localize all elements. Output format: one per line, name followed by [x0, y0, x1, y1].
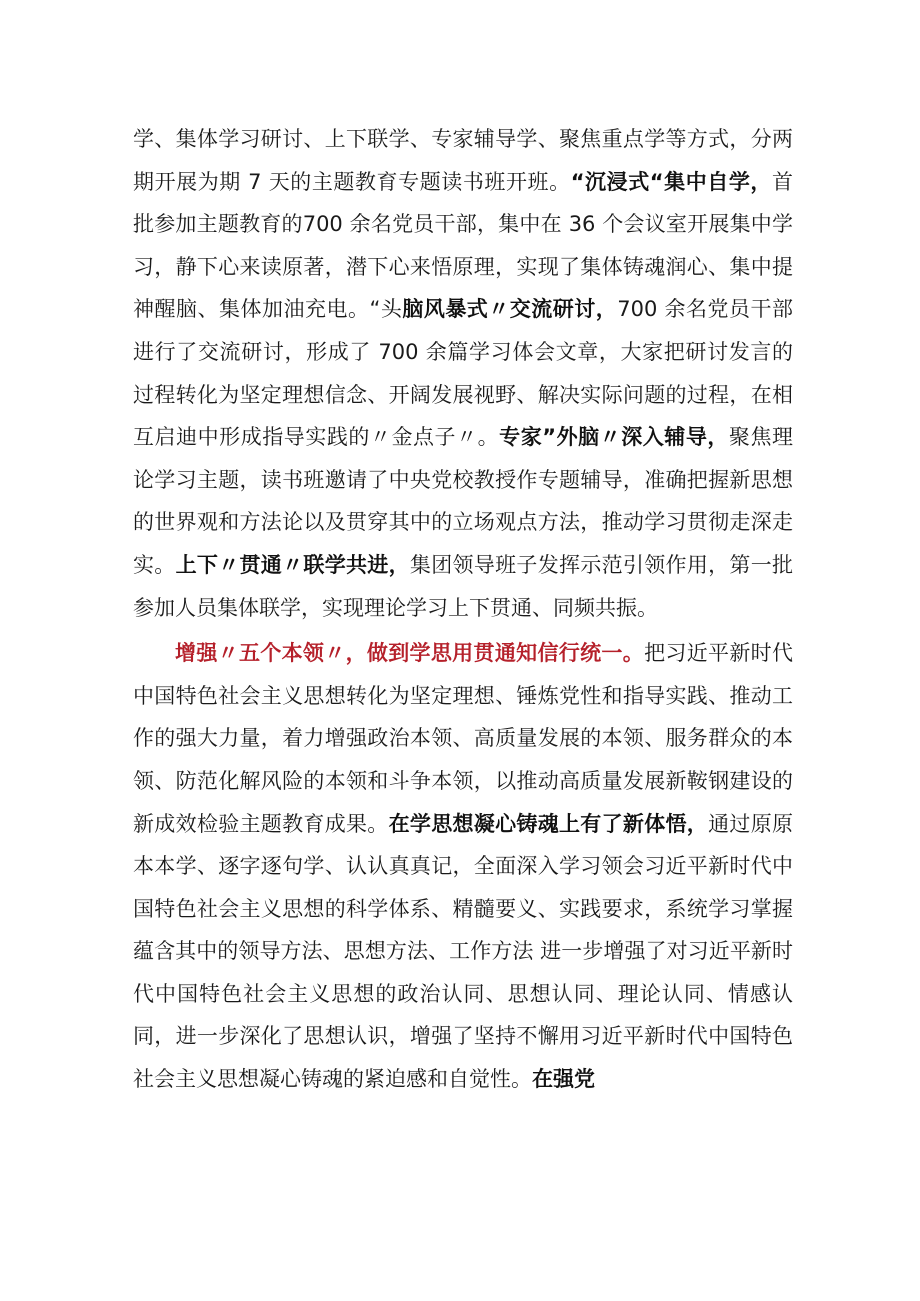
- text-run: 首批参加主题教育的700 余名党员干部，集中在 36 个会议室开展集中学习，静下心来读原著，潜下心来悟原理，实现了集体铸魂润心、集中提神醒脑、集体加油充电。: [133, 169, 793, 322]
- document-body: [133, 118, 793, 1101]
- text-run: 集团领导班子发挥示范引领作用，第一批参加人员集体联学，实现理论学习上下贯通、同频共振。: [133, 552, 794, 620]
- bold-heading-immersive-study: “沉浸式“集中自学，: [570, 169, 772, 194]
- paragraph-reading-class: [133, 118, 793, 629]
- text-run: “头: [369, 297, 403, 322]
- bold-heading-joint-study: 上下〃贯通〃联学共进，: [175, 552, 410, 577]
- text-run: 700 余名党员干部进行了交流研讨，形成了 700 余篇学习体会文章，大家把研讨发言的过程转化为坚定理想信念、开阔发展视野、解决实际问题的过程，在相互启迪中形成指导实践的〃金点子〃。: [133, 297, 794, 450]
- bold-heading-strengthen-party: 在强党: [532, 1067, 595, 1092]
- bold-heading-brainstorm: 脑风暴式〃交流研讨，: [402, 297, 618, 322]
- bold-heading-expert-guidance: 专家”外脑〃深入辅导，: [499, 425, 729, 450]
- text-run: 聚焦理论学习主题，读书班邀请了中央党校教授作专题辅导，准确把握新思想的世界观和方法论以及贯穿其中的立场观点方法，推动学习贯彻走深走实。: [133, 425, 794, 577]
- red-section-heading: 增强〃五个本领〃，做到学思用贯通知信行统一。: [175, 641, 645, 666]
- bold-heading-new-insight: 在学思想凝心铸魂上有了新体悟，: [388, 811, 709, 836]
- text-run: 把习近平新时代中国特色社会主义思想转化为坚定理想、锤炼党性和指导实践、推动工作的强大力量，着力增强政治本领、高质量发展的本领、服务群众的本领、防范化解风险的本领和斗争本领，以推动高质量发展新鞍钢建设的新成效检验主题教育成果。: [133, 641, 794, 836]
- text-run: 学、集体学习研讨、上下联学、专家辅导学、聚焦重点学等方式，分两期开展为期 7 天的主题教育专题读书班开班。: [133, 127, 793, 194]
- paragraph-five-abilities: [133, 632, 793, 1101]
- text-run: 通过原原本本学、逐字逐句学、认认真真记，全面深入学习领会习近平新时代中国特色社会主义思想的科学体系、精髓要义、实践要求，系统学习掌握蕴含其中的领导方法、思想方法、工作方法 进一步增强了对习近平新时代中国特色社会主义思想的政治认同、思想认同、理论认同、情感认同，进一步深化了思想认识，增强了坚持不懈用习近平新时代中国特色社会主义思想凝心铸魂的紧迫感和自觉性。: [133, 811, 794, 1092]
